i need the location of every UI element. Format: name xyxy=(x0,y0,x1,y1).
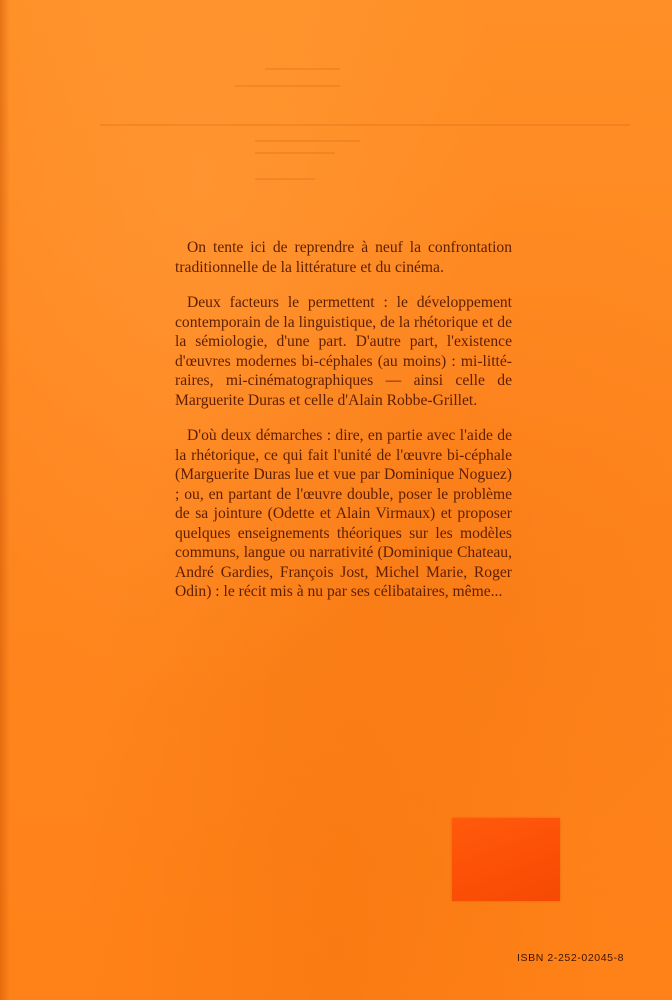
bleed-through-line xyxy=(100,124,630,126)
back-cover-blurb xyxy=(175,238,512,618)
price-sticker xyxy=(452,818,560,901)
isbn-number: ISBN 2-252-02045-8 xyxy=(517,952,625,964)
binding-shadow xyxy=(0,0,10,1000)
blurb-paragraph-3: D'où deux démarches : dire, en partie avec l'aide de la rhétorique, ce qui fait l'unité de l'œuvre bi-céphale (Marguerite Duras lue et vue par Dominique Noguez) ; ou, en partant de l'œuvre double, poser le problème de sa jointure (Odette et Alain Virmaux) et proposer quelques enseignements théoriques sur les modèles communs, langue ou narrativité (Dominique Chateau, André Gardies, François Jost, Michel Marie, Roger Odin) : le récit mis à nu par ses célibataires, même... xyxy=(175,427,512,600)
blurb-paragraph-2: Deux facteurs le permettent : le développement contemporain de la linguistique, de la rhétorique et de la sémiologie, d'une part. D'autre part, l'existence d'œuvres modernes bi-céphales (au moins) : mi-littéraires, mi-cinématographiques — ainsi celle de Marguerite Duras et celle d'Alain Robbe-Grillet. xyxy=(175,294,512,409)
bleed-through-line xyxy=(235,85,340,87)
bleed-through-line xyxy=(255,152,335,154)
blurb-paragraph-1: On tente ici de reprendre à neuf la confrontation traditionnelle de la littérature et du cinéma. xyxy=(175,239,512,276)
bleed-through-line xyxy=(255,140,360,142)
bleed-through-line xyxy=(265,68,340,70)
bleed-through-line xyxy=(255,178,315,180)
